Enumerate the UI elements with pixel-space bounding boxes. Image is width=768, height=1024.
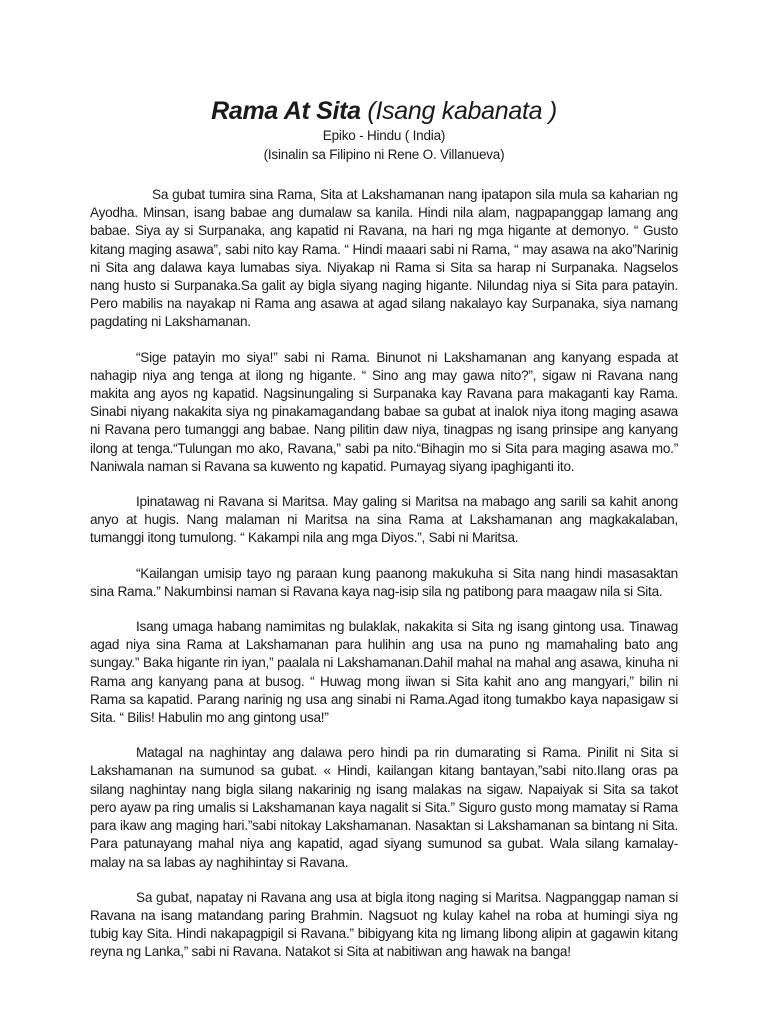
document-title — [90, 96, 678, 126]
title-sub: (Isang kabanata ) — [360, 97, 557, 125]
paragraph: Sa gubat, napatay ni Ravana ang usa at bigla itong naging si Maritsa. Nagpanggap naman si Ravana na isang matandang paring Brahmin. Nagsuot ng kulay kahel na roba at humingi siya ng tubig kay Sita. Hindi nakapagpigil si Ravana.” bibigyang kita ng limang libong alipin at gagawin kitang reyna ng Lanka,” sabi ni Ravana. Natakot si Sita at nabitiwan ang hawak na banga! — [90, 889, 678, 960]
paragraph: “Sige patayin mo siya!” sabi ni Rama. Binunot ni Lakshamanan ang kanyang espada at nahagip niya ang tenga at ilong ng higante. “ Sino ang may gawa nito?”, sigaw ni Ravana nang makita ang ayos ng kapatid. Nagsinungaling si Surpanaka kay Ravana para makaganti kay Rama. Sinabi niyang nakakita siya ng pinakamagandang babae sa gubat at inalok niya itong maging asawa ni Ravana pero tumanggi ang babae. Nang pilitin daw niya, tinagpas ng isang prinsipe ang kanyang ilong at tenga.“Tulungan mo ako, Ravana,” sabi pa nito.“Bihagin mo si Sita para maging asawa mo.” Naniwala naman si Ravana sa kuwento ng kapatid. Pumayag siyang ipaghiganti ito. — [90, 349, 678, 474]
subtitle-translator: (Isinalin sa Filipino ni Rene O. Villanueva) — [263, 147, 505, 162]
paragraph: Matagal na naghintay ang dalawa pero hindi pa rin dumarating si Rama. Pinilit ni Sita si Lakshamanan na sumunod sa gubat. « Hindi, kailangan kitang bantayan,”sabi nito.Ilang oras pa silang naghintay nang bigla silang nakarinig ng isang malakas na sigaw. Napaiyak si Sita sa takot pero ayaw pa ring umalis si Lakshamanan kaya nagalit si Sita.” Siguro gusto mong mamatay si Rama para ikaw ang maging hari.”sabi nitokay Lakshamanan. Nasaktan si Lakshamanan sa bintang ni Sita. Para patunayang mahal niya ang kapatid, agad siyang sumunod sa gubat. Wala silang kamalay-malay na sa labas ay naghihintay si Ravana. — [90, 745, 678, 870]
paragraph: Sa gubat tumira sina Rama, Sita at Lakshamanan nang ipatapon sila mula sa kaharian ng Ayodha. Minsan, isang babae ang dumalaw sa kanila. Hindi nila alam, nagpapanggap lamang ang babae. Siya ay si Surpanaka, ang kapatid ni Ravana, na hari ng mga higante at demonyo. “ Gusto kitang maging asawa”, sabi nito kay Rama. “ Hindi maaari sabi ni Rama, “ may asawa na ako”Narinig ni Sita ang dalawa kaya lumabas siya. Niyakap ni Rama si Sita sa harap ni Surpanaka. Nagselos nang husto si Surpanaka.Sa galit ay bigla siyang naging higante. Nilundag niya si Sita para patayin. Pero mabilis na nayakap ni Rama ang asawa at agad silang nakalayo kay Surpanaka, siya namang pagdating ni Lakshamanan. — [90, 187, 678, 330]
paragraph: Ipinatawag ni Ravana si Maritsa. May galing si Maritsa na mabago ang sarili sa kahit anong anyo at hugis. Nang malaman ni Maritsa na sina Rama at Lakshamanan ang magkakalaban, tumanggi itong tumulong. “ Kakampi nila ang mga Diyos.”, Sabi ni Maritsa. — [90, 494, 678, 546]
paragraph: “Kailangan umisip tayo ng paraan kung paanong makukuha si Sita nang hindi masasaktan sina Rama.” Nakumbinsi naman si Ravana kaya nag-isip sila ng patibong para maagaw nila si Sita. — [90, 565, 678, 599]
body-text — [90, 186, 678, 962]
subtitle-genre: Epiko - Hindu ( India) — [322, 128, 446, 143]
title-block — [90, 96, 678, 164]
title-main: Rama At Sita — [211, 97, 361, 125]
paragraph: Isang umaga habang namimitas ng bulaklak, nakakita si Sita ng isang gintong usa. Tinawag agad niya sina Rama at Lakshamanan para hulihin ang usa na puno ng mamahaling bato ang sungay.” Baka higante rin iyan,” paalala ni Lakshamanan.Dahil mahal na mahal ang asawa, kinuha ni Rama ang kanyang pana at busog. “ Huwag mong iiwan si Sita kahit ano ang mangyari,” bilin ni Rama sa kapatid. Parang narinig ng usa ang sinabi ni Rama.Agad itong tumakbo kaya napasigaw si Sita. “ Bilis! Habulin mo ang gintong usa!” — [90, 619, 678, 726]
